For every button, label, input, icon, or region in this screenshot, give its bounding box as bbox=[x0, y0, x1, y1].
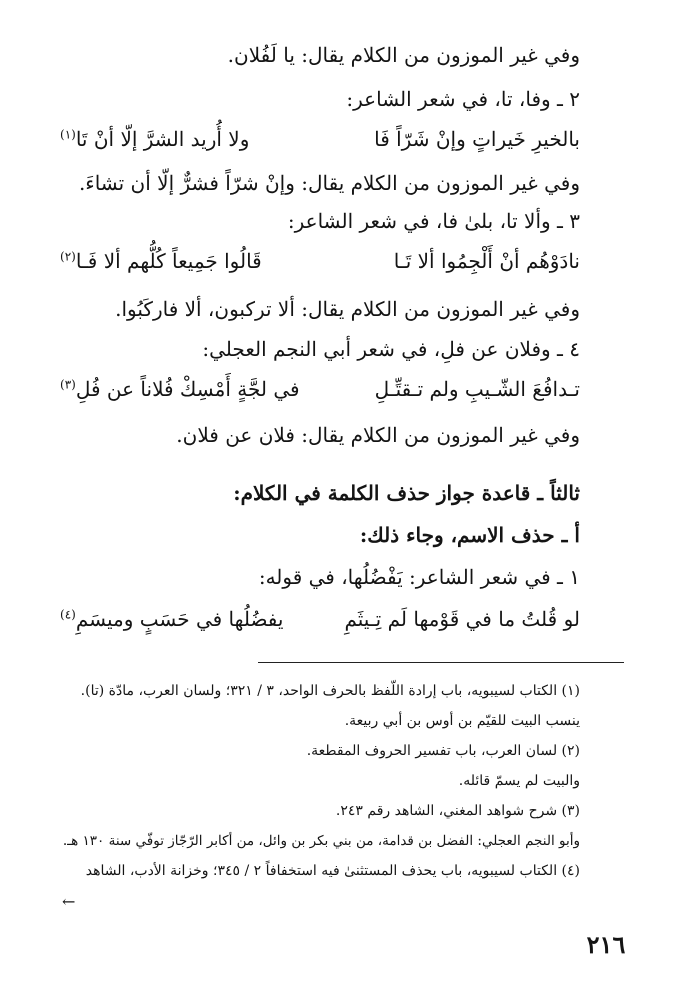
footnote-marker: (٣) bbox=[60, 377, 76, 392]
verse bbox=[60, 122, 580, 156]
verse-text: يفضُلُها في حَسَبٍ وميسَمِ bbox=[75, 607, 284, 631]
body-line: وفي غير الموزون من الكلام يقال: يا لَفُلان. bbox=[227, 43, 580, 67]
footnote: وأبو النجم العجلي: الفضل بن قدامة، من بني بكر بن وائل، من أكابر الرّجّاز توفّي سنة ١٣٠ هـ. bbox=[62, 833, 580, 849]
verse-second-hemistich bbox=[60, 372, 300, 406]
footnote: والبيت لم يسمّ قائله. bbox=[458, 773, 580, 789]
verse-second-hemistich bbox=[60, 602, 284, 636]
footnote-divider bbox=[258, 662, 624, 663]
body-line: ١ ـ في شعر الشاعر: يَفْضُلُها، في قوله: bbox=[258, 565, 580, 589]
footnote: ينسب البيت للقيّم بن أوس بن أبي ربيعة. bbox=[344, 713, 580, 729]
footnote: (٢) لسان العرب، باب تفسير الحروف المقطعة. bbox=[306, 743, 580, 759]
verse-first-hemistich: نادَوْهُم أنْ أَلْجِمُوا ألا تَـا bbox=[393, 249, 580, 273]
footnote: (٤) الكتاب لسيبويه، باب يحذف المستثنىٰ فيه استخفافاً ٢ / ٣٤٥؛ وخزانة الأدب، الشاهد bbox=[85, 863, 580, 879]
footnote-marker: (١) bbox=[60, 127, 76, 142]
verse-first-hemistich: لو قُلتُ ما في قَوْمها لَم تِـيثَمِ bbox=[344, 607, 580, 631]
page-number: ٢١٦ bbox=[586, 930, 626, 959]
subsection-heading: أ ـ حذف الاسم، وجاء ذلك: bbox=[359, 523, 580, 547]
footnote: (٣) شرح شواهد المغني، الشاهد رقم ٢٤٣. bbox=[335, 803, 580, 819]
verse bbox=[60, 372, 580, 406]
verse bbox=[60, 602, 580, 636]
verse-second-hemistich bbox=[60, 244, 262, 278]
verse-text: في لجَّةٍ أَمْسِكْ فُلاناً عن فُلِ bbox=[75, 377, 300, 401]
footnote: (١) الكتاب لسيبويه، باب إرادة اللّفظ بالحرف الواحد، ٣ / ٣٢١؛ ولسان العرب، مادّة (تا). bbox=[80, 683, 580, 699]
body-line: وفي غير الموزون من الكلام يقال: وإنْ شرّاً فشرٌّ إلّا أن تشاءَ. bbox=[78, 171, 580, 195]
verse-first-hemistich: تـدافُعَ الشّـيبِ ولم تـقتِّـلِ bbox=[374, 377, 580, 401]
body-line: ٤ ـ وفلان عن فلِ، في شعر أبي النجم العجلي: bbox=[202, 337, 580, 361]
body-line: وفي غير الموزون من الكلام يقال: فلان عن فلان. bbox=[176, 423, 580, 447]
footnote-marker: (٢) bbox=[60, 249, 76, 264]
footnote-marker: (٤) bbox=[60, 607, 76, 622]
verse-first-hemistich: بالخيرِ خَيراتٍ وإنْ شَرّاً فَا bbox=[374, 127, 580, 151]
continuation-arrow-icon: ← bbox=[62, 892, 76, 911]
verse-text: قَالُوا جَمِيعاً كُلُّهم ألا فَـا bbox=[75, 249, 262, 273]
section-heading: ثالثاً ـ قاعدة جواز حذف الكلمة في الكلام: bbox=[233, 481, 580, 505]
verse-second-hemistich bbox=[60, 122, 249, 156]
verse bbox=[60, 244, 580, 278]
body-line: وفي غير الموزون من الكلام يقال: ألا تركبون، ألا فاركَبُوا. bbox=[115, 297, 580, 321]
body-line: ٣ ـ وألا تا، بلىٰ فا، في شعر الشاعر: bbox=[287, 209, 580, 233]
verse-text: ولا أُريد الشرَّ إلّا أنْ تَا bbox=[75, 127, 250, 151]
body-line: ٢ ـ وفا، تا، في شعر الشاعر: bbox=[346, 87, 580, 111]
